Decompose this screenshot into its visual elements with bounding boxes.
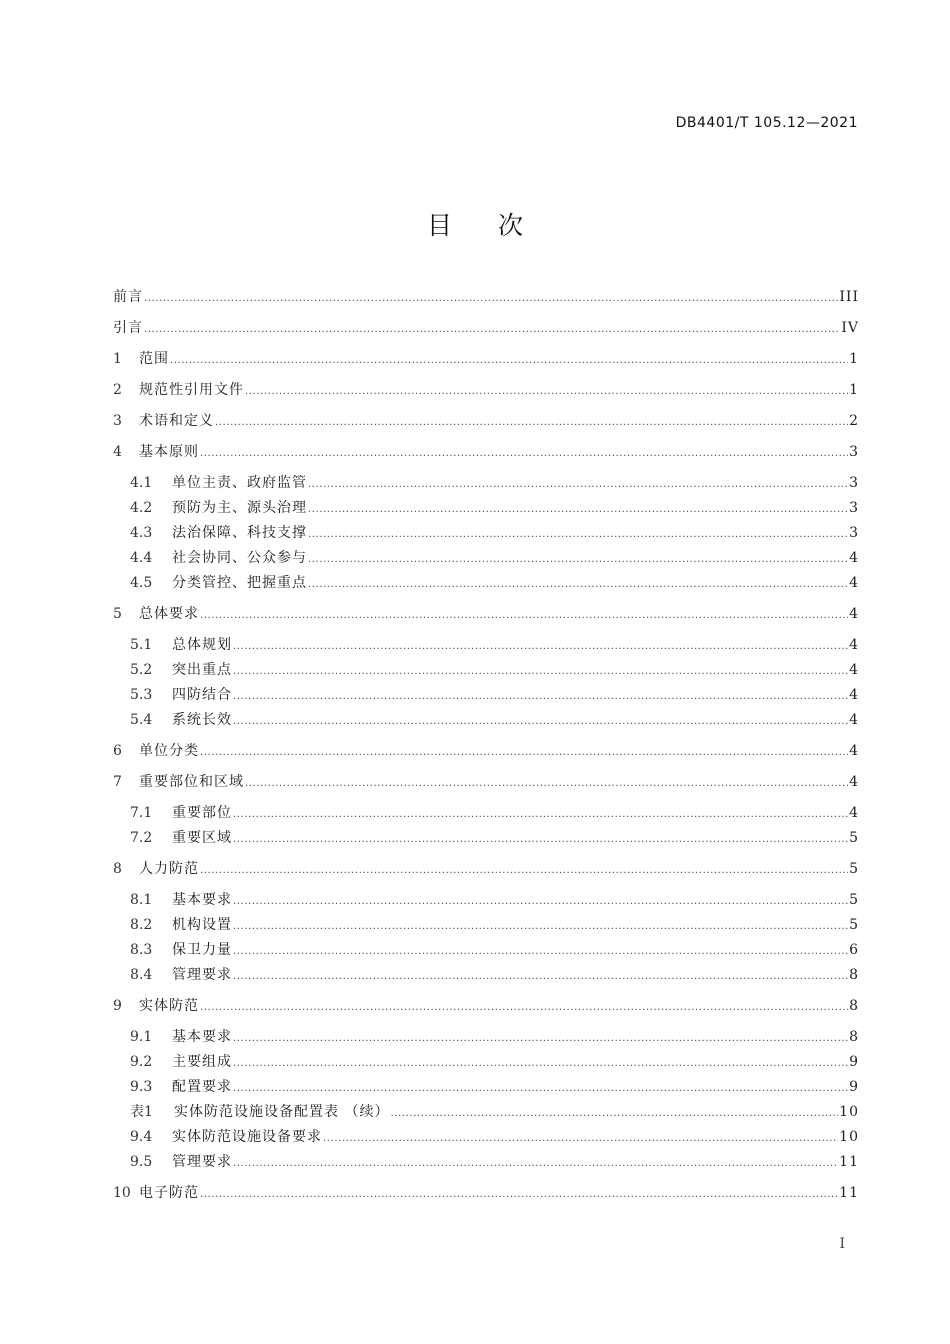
toc-entry-page: 4 [849,774,859,790]
toc-entry-label: 重要部位 [172,805,232,821]
toc-entry-label: 术语和定义 [139,413,214,429]
toc-entry-page: 10 [839,1129,859,1145]
toc-entry-page: 11 [839,1185,859,1201]
toc-entry[interactable] [113,1183,859,1214]
toc-entry-label: 人力防范 [139,861,199,877]
toc-entry-number: 10 [113,1185,131,1201]
toc-entry[interactable] [113,548,859,573]
page-number: I [839,1236,845,1252]
toc-dot-leader [200,1185,838,1205]
toc-entry-number: 4.1 [130,475,153,491]
toc-entry[interactable] [113,660,859,685]
toc-entry-page: 3 [849,500,859,516]
toc-entry[interactable] [113,685,859,710]
toc-entry[interactable] [113,380,859,411]
toc-entry[interactable] [113,1152,859,1183]
toc-entry-number: 1 [113,351,122,367]
toc-dot-leader [245,774,848,794]
toc-dot-leader [233,637,848,657]
toc-entry-page: 4 [849,575,859,591]
toc-entry-label: 社会协同、公众参与 [172,550,307,566]
toc-entry-page: 8 [849,967,859,983]
toc-entry-label: 电子防范 [139,1185,199,1201]
toc-entry-number: 2 [113,382,122,398]
toc-entry-number: 7.2 [130,830,153,846]
toc-entry[interactable] [113,1077,859,1102]
toc-entry-number: 4.4 [130,550,153,566]
toc-entry-number: 5.4 [130,712,153,728]
toc-entry-page: III [839,289,859,305]
toc-dot-leader [200,743,848,763]
toc-title: 目次 [426,211,569,240]
toc-entry-number: 5.1 [130,637,153,653]
toc-entry-label: 预防为主、源头治理 [172,500,307,516]
toc-dot-leader [308,525,848,545]
toc-entry-number: 6 [113,743,122,759]
toc-dot-leader [233,1054,848,1074]
toc-entry[interactable] [113,498,859,523]
toc-entry-number: 8.4 [130,967,153,983]
toc-entry-label: 配置要求 [172,1079,232,1095]
toc-entry[interactable] [113,710,859,741]
toc-entry-number: 5.2 [130,662,153,678]
toc-entry[interactable] [113,803,859,828]
toc-entry-page: 4 [849,712,859,728]
toc-entry[interactable] [113,349,859,380]
toc-entry-number: 8.2 [130,917,153,933]
toc-entry-number: 7.1 [130,805,153,821]
toc-entry-number: 7 [113,774,122,790]
toc-dot-leader [233,662,848,682]
toc-dot-leader [200,444,848,464]
toc-dot-leader [200,861,848,881]
toc-dot-leader [308,575,848,595]
toc-entry-page: 6 [849,942,859,958]
toc-entry-page: 3 [849,475,859,491]
toc-entry-page: 4 [849,805,859,821]
toc-entry-page: 4 [849,743,859,759]
toc-entry-label: 管理要求 [172,1154,232,1170]
toc-entry[interactable] [113,915,859,940]
toc-dot-leader [233,1079,848,1099]
toc-entry-page: IV [841,320,859,336]
toc-entry-page: 9 [849,1054,859,1070]
toc-dot-leader [323,1129,838,1149]
toc-entry-number: 9.5 [130,1154,153,1170]
toc-entry-number: 8 [113,861,122,877]
toc-entry-page: 2 [849,413,859,429]
toc-dot-leader [233,967,848,987]
toc-entry[interactable] [113,287,859,318]
toc-dot-leader [233,1029,848,1049]
document-code: DB4401/T 105.12—2021 [675,115,858,131]
toc-dot-leader [308,550,848,570]
toc-dot-leader [233,712,848,732]
toc-dot-leader [200,606,848,626]
toc-entry-label: 范围 [139,351,169,367]
toc-entry[interactable] [113,772,859,803]
toc-entry-page: 4 [849,637,859,653]
toc-entry-number: 8.1 [130,892,153,908]
toc-entry-label: 实体防范设施设备配置表 （续） [174,1104,390,1120]
toc-entry-label: 基本原则 [139,444,199,460]
toc-entry-page: 1 [849,351,859,367]
toc-entry-page: 3 [849,444,859,460]
toc-entry-page: 11 [839,1154,859,1170]
toc-entry-label: 引言 [113,320,143,336]
toc-entry-number: 5 [113,606,122,622]
toc-dot-leader [144,320,840,340]
toc-dot-leader [144,289,838,309]
toc-entry[interactable] [113,1027,859,1052]
toc-entry[interactable] [113,1127,859,1152]
toc-entry-page: 8 [849,1029,859,1045]
toc-entry-number: 3 [113,413,122,429]
toc-entry-label: 规范性引用文件 [139,382,244,398]
toc-entry-number: 9 [113,998,122,1014]
toc-entry-page: 4 [849,550,859,566]
toc-dot-leader [233,942,848,962]
toc-entry-page: 9 [849,1079,859,1095]
toc-entry[interactable] [113,442,859,473]
toc-entry[interactable] [113,828,859,859]
toc-entry-label: 总体规划 [172,637,232,653]
toc-entry-page: 4 [849,606,859,622]
toc-entry-label: 法治保障、科技支撑 [172,525,307,541]
toc-entry-label: 重要部位和区域 [139,774,244,790]
toc-entry-page: 5 [849,917,859,933]
toc-entry[interactable] [113,635,859,660]
toc-dot-leader [245,382,848,402]
toc-dot-leader [233,1154,838,1174]
toc-entry-label: 突出重点 [172,662,232,678]
toc-entry-number: 表1 [130,1104,153,1120]
toc-entry-label: 基本要求 [172,892,232,908]
table-of-contents [113,287,859,1214]
toc-entry-page: 1 [849,382,859,398]
toc-entry-number: 4 [113,444,122,460]
toc-dot-leader [215,413,848,433]
toc-dot-leader [233,830,848,850]
toc-entry-number: 9.4 [130,1129,153,1145]
toc-entry-number: 9.2 [130,1054,153,1070]
toc-entry-page: 4 [849,662,859,678]
toc-dot-leader [170,351,848,371]
toc-entry[interactable] [113,318,859,349]
toc-entry-number: 8.3 [130,942,153,958]
toc-entry-label: 实体防范 [139,998,199,1014]
toc-entry-label: 四防结合 [172,687,232,703]
toc-entry-label: 系统长效 [172,712,232,728]
toc-entry-page: 8 [849,998,859,1014]
toc-entry-label: 管理要求 [172,967,232,983]
toc-entry-number: 4.5 [130,575,153,591]
toc-entry[interactable] [113,741,859,772]
toc-entry-label: 分类管控、把握重点 [172,575,307,591]
toc-entry-label: 保卫力量 [172,942,232,958]
toc-entry-label: 主要组成 [172,1054,232,1070]
toc-entry-label: 前言 [113,289,143,305]
toc-entry-label: 实体防范设施设备要求 [172,1129,322,1145]
toc-dot-leader [390,1104,838,1124]
toc-entry-number: 9.1 [130,1029,153,1045]
toc-dot-leader [233,892,848,912]
toc-entry[interactable] [113,523,859,548]
toc-entry-page: 5 [849,830,859,846]
toc-entry-page: 5 [849,861,859,877]
toc-dot-leader [308,475,848,495]
toc-entry-page: 10 [839,1104,859,1120]
toc-entry[interactable] [113,1102,859,1127]
toc-entry-number: 4.2 [130,500,153,516]
toc-entry-label: 基本要求 [172,1029,232,1045]
toc-entry[interactable] [113,859,859,890]
toc-dot-leader [233,687,848,707]
toc-entry[interactable] [113,890,859,915]
toc-entry[interactable] [113,473,859,498]
toc-entry-label: 单位分类 [139,743,199,759]
toc-dot-leader [308,500,848,520]
toc-entry[interactable] [113,573,859,604]
toc-entry-label: 总体要求 [139,606,199,622]
toc-entry[interactable] [113,604,859,635]
toc-entry-label: 重要区域 [172,830,232,846]
toc-entry[interactable] [113,411,859,442]
toc-entry-page: 5 [849,892,859,908]
toc-entry-number: 5.3 [130,687,153,703]
toc-entry-label: 单位主责、政府监管 [172,475,307,491]
toc-entry-number: 9.3 [130,1079,153,1095]
toc-dot-leader [233,805,848,825]
toc-dot-leader [233,917,848,937]
toc-entry-page: 3 [849,525,859,541]
toc-entry[interactable] [113,1052,859,1077]
toc-entry-number: 4.3 [130,525,153,541]
toc-entry-label: 机构设置 [172,917,232,933]
toc-entry[interactable] [113,996,859,1027]
toc-entry[interactable] [113,940,859,965]
toc-entry-page: 4 [849,687,859,703]
toc-entry[interactable] [113,965,859,996]
toc-dot-leader [200,998,848,1018]
